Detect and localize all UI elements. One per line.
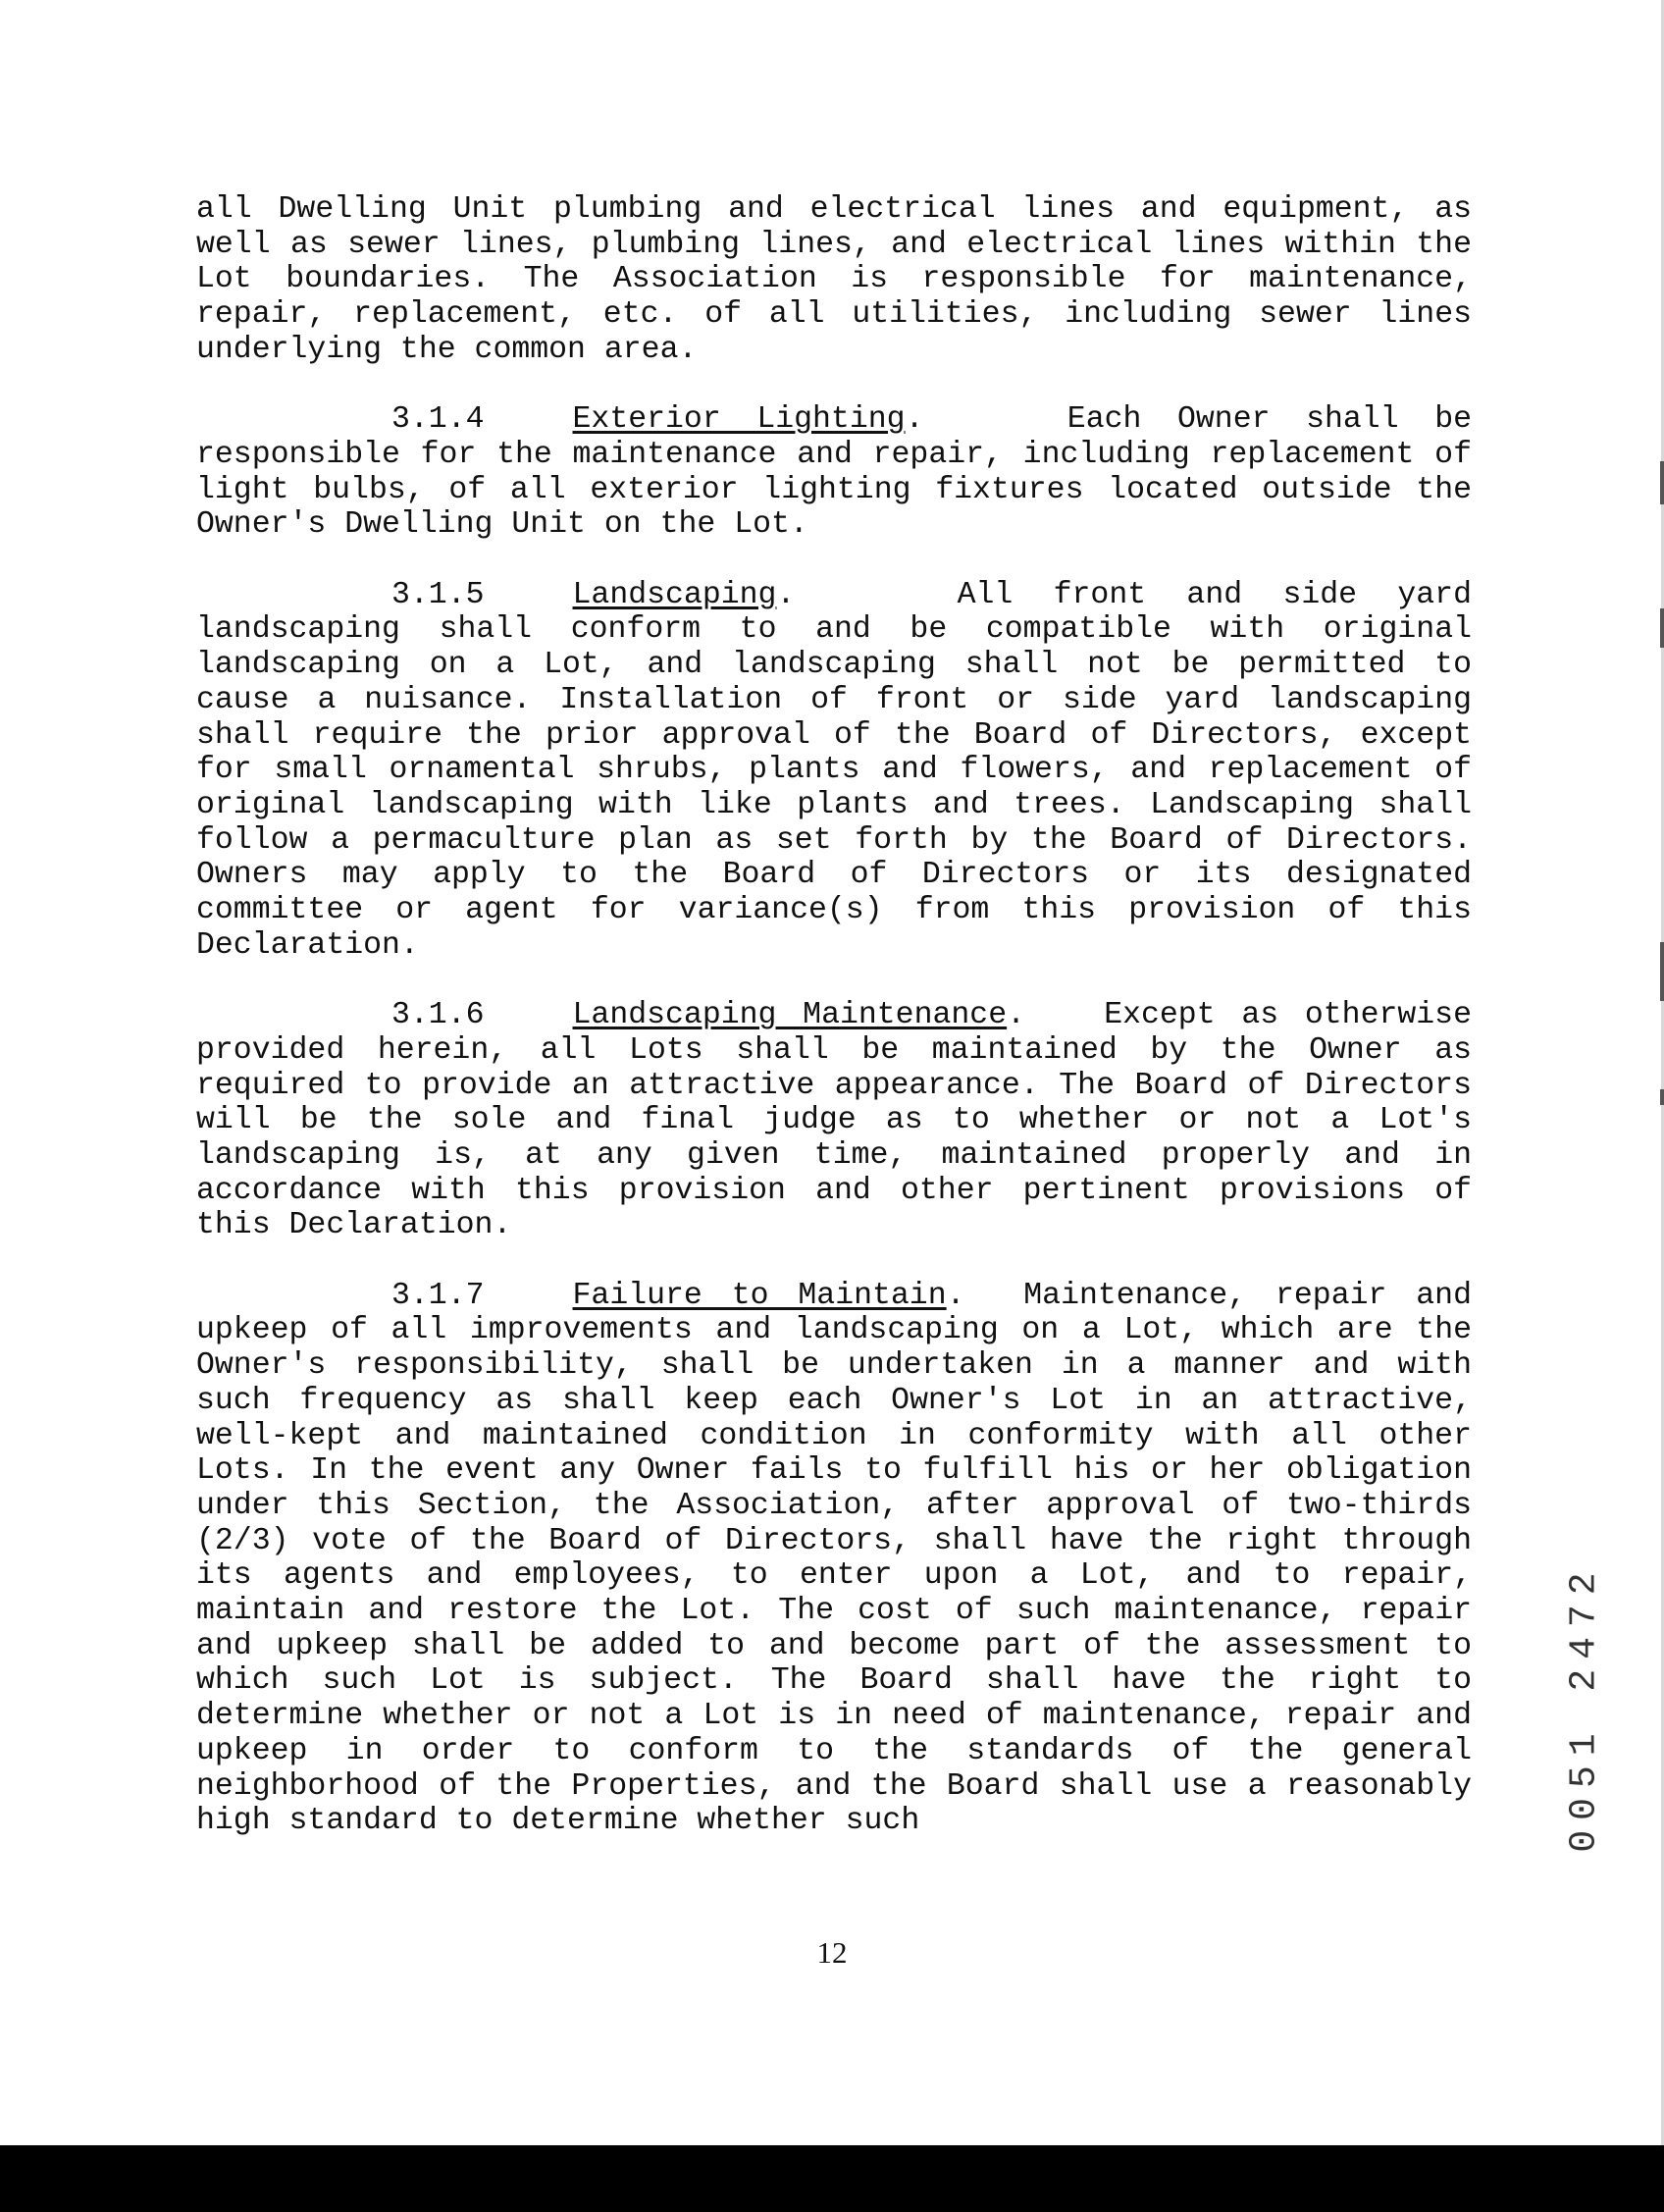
margin-stamp-text: 0051 2472: [1563, 1562, 1606, 1853]
scan-edge-mark: [1660, 942, 1664, 1001]
section-body: Each Owner shall be responsible for the maintenance and repair, including replacement of light bulbs, of all exterior lighting fixtures located outside the Owner's Dwelling Unit on the Lot.: [196, 402, 1472, 543]
scan-edge-mark: [1660, 608, 1664, 648]
section-body: Maintenance, repair and upkeep of all improvements and landscaping on a Lot, which are the Owner's responsibility, shall be undertaken in a manner and with such frequency as shall keep each Owner's Lot in an attractive, well-kept and maintained condition in conformity with all other Lots. In the event any Owner fails to fulfill his or her obligation under this Section, the Association, after approval of two-thirds (2/3) vote of the Board of Directors, shall have the right through its agents and employees, to enter upon a Lot, and to repair, maintain and restore the Lot. The cost of such maintenance, repair and upkeep shall be added to and become part of the assessment to which such Lot is subject. The Board shall have the right to determine whether or not a Lot is in need of maintenance, repair and upkeep in order to conform to the standards of the general neighborhood of the Properties, and the Board shall use a reasonably high standard to determine whether such: [196, 1278, 1472, 1839]
section-number: 3.1.7: [391, 1278, 485, 1313]
section-number: 3.1.6: [391, 998, 485, 1033]
section-body: All front and side yard landscaping shall conform to and be compatible with original landscaping on a Lot, and landscaping shall not be permitted to cause a nuisance. Installation of front or side yard landscaping shall require the prior approval of the Board of Directors, except for small ornamental shrubs, plants and flowers, and replacement of original landscaping with like plants and trees. Landscaping shall follow a permaculture plan as set forth by the Board of Directors. Owners may apply to the Board of Directors or its designated committee or agent for variance(s) from this provision of this Declaration.: [196, 577, 1472, 963]
section-title: Exterior Lighting: [572, 402, 906, 438]
section-body: Except as otherwise provided herein, all Lots shall be maintained by the Owner as required to provide an attractive appearance. The Board of Directors will be the sole and final judge as to whether or not a Lot's landscaping is, at any given time, maintained properly and in accordance with this provision and other pertinent provisions of this Declaration.: [196, 998, 1472, 1243]
opening-paragraph: all Dwelling Unit plumbing and electrical lines and equipment, as well as sewer lines, plumbing lines, and electrical lines within the Lot boundaries. The Association is responsible for maintenance, repair, replacement, etc. of all utilities, including sewer lines underlying the common area.: [196, 192, 1472, 367]
section-3-1-6: 3.1.6 Landscaping Maintenance. Except as otherwise provided herein, all Lots shall be maintained by the Owner as required to provide an attractive appearance. The Board of Directors will be the sole and final judge as to whether or not a Lot's landscaping is, at any given time, maintained properly and in accordance with this provision and other pertinent provisions of this Declaration.: [196, 998, 1472, 1243]
margin-stamp: [1555, 1531, 1614, 1884]
section-3-1-5: 3.1.5 Landscaping. All front and side yard landscaping shall conform to and be compatible with original landscaping on a Lot, and landscaping shall not be permitted to cause a nuisance. Installation of front or side yard landscaping shall require the prior approval of the Board of Directors, except for small ornamental shrubs, plants and flowers, and replacement of original landscaping with like plants and trees. Landscaping shall follow a permaculture plan as set forth by the Board of Directors. Owners may apply to the Board of Directors or its designated committee or agent for variance(s) from this provision of this Declaration.: [196, 577, 1472, 963]
section-3-1-4: 3.1.4 Exterior Lighting. Each Owner shall be responsible for the maintenance and repair, including replacement of light bulbs, of all exterior lighting fixtures located outside the Owner's Dwelling Unit on the Lot.: [196, 402, 1472, 543]
section-3-1-7: 3.1.7 Failure to Maintain. Maintenance, repair and upkeep of all improvements and landscaping on a Lot, which are the Owner's responsibility, shall be undertaken in a manner and with such frequency as shall keep each Owner's Lot in an attractive, well-kept and maintained condition in conformity with all other Lots. In the event any Owner fails to fulfill his or her obligation under this Section, the Association, after approval of two-thirds (2/3) vote of the Board of Directors, shall have the right through its agents and employees, to enter upon a Lot, and to repair, maintain and restore the Lot. The cost of such maintenance, repair and upkeep shall be added to and become part of the assessment to which such Lot is subject. The Board shall have the right to determine whether or not a Lot is in need of maintenance, repair and upkeep in order to conform to the standards of the general neighborhood of the Properties, and the Board shall use a reasonably high standard to determine whether such: [196, 1278, 1472, 1839]
section-title: Landscaping: [572, 577, 777, 612]
section-number: 3.1.5: [391, 577, 485, 612]
scan-edge-mark: [1660, 1089, 1664, 1105]
scan-edge-mark: [1660, 461, 1664, 504]
section-title: Landscaping Maintenance: [572, 998, 1008, 1033]
section-title: Failure to Maintain: [572, 1278, 947, 1313]
section-number: 3.1.4: [391, 402, 485, 438]
document-body: [196, 192, 1472, 1874]
page-number: 12: [816, 1935, 848, 1970]
scan-bottom-border: [0, 2145, 1664, 2212]
